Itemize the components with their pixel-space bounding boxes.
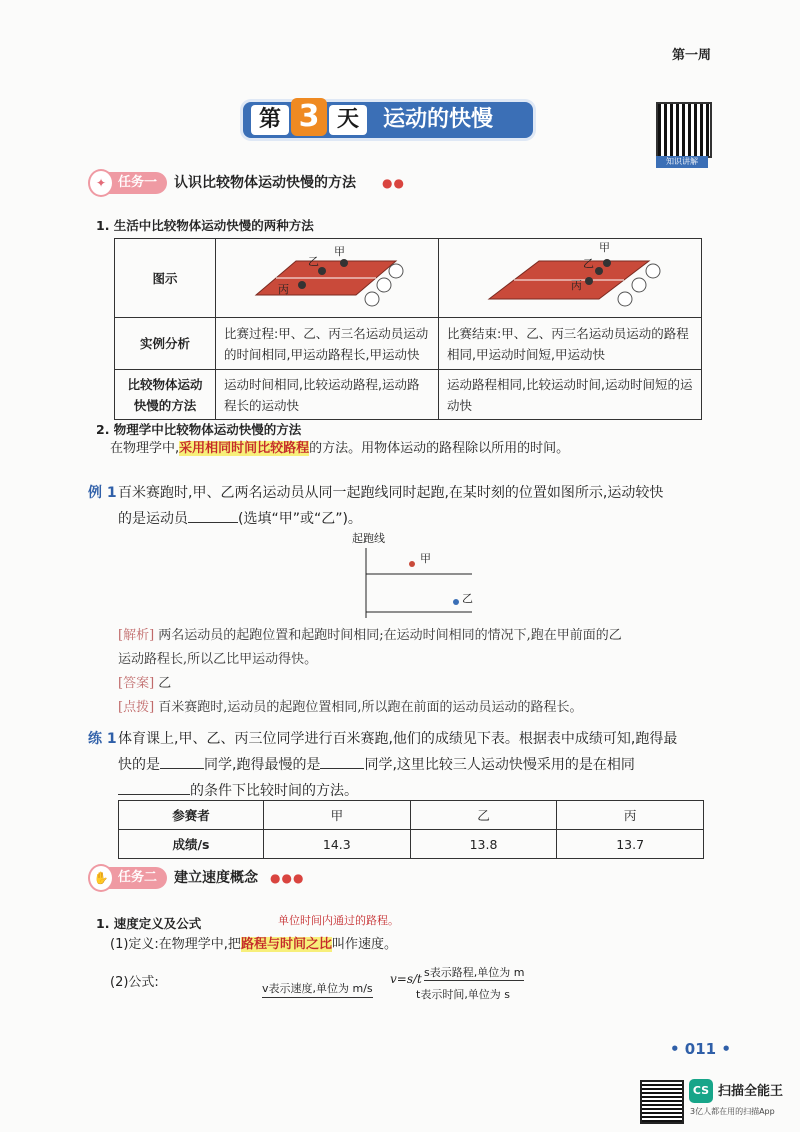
fig-right-jia: 甲	[599, 241, 610, 254]
score-jia: 14.3	[264, 830, 411, 859]
row-score-label: 成绩/s	[119, 830, 264, 859]
week-label: 第一周	[672, 48, 712, 63]
highlight-same-time: 采用相同时间比较路程	[179, 441, 310, 456]
analysis-left: 比赛过程:甲、乙、丙三名运动员运动的时间相同,甲运动路程长,甲运动快	[216, 318, 439, 370]
row-label-analysis: 实例分析	[115, 318, 216, 370]
speed-formula	[262, 962, 562, 1006]
highlight-ratio: 路程与时间之比	[240, 937, 332, 952]
analysis-label: [解析]	[118, 628, 155, 643]
difficulty-drops-icon: ●●	[382, 176, 405, 190]
start-line-label: 起跑线	[352, 532, 385, 545]
fig-left-bing: 丙	[278, 283, 289, 296]
camscanner-slogan: 3亿人都在用的扫描App	[690, 1107, 775, 1116]
fastest-blank[interactable]	[160, 768, 204, 769]
qr-label: 知识讲解	[656, 156, 708, 168]
method-left: 运动时间相同,比较运动路程,运动路程长的运动快	[216, 370, 439, 420]
difficulty-drops-icon: ●●●	[270, 871, 305, 885]
speed-definition: (1)定义:在物理学中,把路程与时间之比叫作速度。	[110, 937, 397, 952]
col-participant: 参赛者	[119, 801, 264, 830]
camscanner-logo: CS	[689, 1079, 713, 1103]
task1-sec2-text: 在物理学中,采用相同时间比较路程的方法。用物体运动的路程除以所用的时间。	[110, 441, 570, 456]
answer-blank[interactable]	[188, 522, 238, 523]
task1-badge: 任务一	[92, 172, 167, 194]
example1-label: 例 1	[88, 485, 117, 501]
formula-expression: v=s/t	[390, 972, 422, 986]
example1-question: 百米赛跑时,甲、乙两名运动员从同一起跑线同时起跑,在某时刻的位置如图所示,运动较快 的是运动员 (选填“甲”或“乙”)。	[118, 485, 664, 527]
fig-jia-label: 甲	[420, 552, 431, 565]
col-bing: 丙	[557, 801, 704, 830]
score-bing: 13.7	[557, 830, 704, 859]
task1-bar	[92, 172, 592, 194]
practice1-question: 体育课上,甲、乙、丙三位同学进行百米赛跑,他们的成绩见下表。根据表中成绩可知,跑得最 快的是 同学,跑得最慢的是 同学,这里比较三人运动快慢采用的是在相同 的条件下比较时间的方法。	[118, 731, 678, 799]
task1-sec1-title: 1. 生活中比较物体运动快慢的两种方法	[96, 218, 314, 233]
camscanner-qr[interactable]	[640, 1080, 684, 1124]
score-yi: 13.8	[410, 830, 557, 859]
fig-right-bing: 丙	[571, 279, 582, 292]
task2-sec1-title: 1. 速度定义及公式	[96, 916, 202, 931]
example1-figure	[348, 530, 478, 620]
slowest-blank[interactable]	[320, 768, 364, 769]
s-description: s表示路程,单位为 m	[424, 966, 525, 979]
qr-code[interactable]	[656, 102, 712, 158]
handwritten-annotation: 单位时间内通过的路程。	[278, 914, 399, 927]
task1-sec2-title: 2. 物理学中比较物体运动快慢的方法	[96, 422, 302, 437]
task2-title: 建立速度概念	[174, 870, 258, 886]
lesson-topic: 运动的快慢	[383, 107, 494, 132]
example1-analysis: [解析] 两名运动员的起跑位置和起跑时间相同;在运动时间相同的情况下,跑在甲前面的乙 运动路程长,所以乙比甲运动得快。 [答案] 乙 [点拨] 百米赛跑时,运动员的起跑位置相同,所以跑在前面的运动员运动的路程长。	[118, 628, 622, 715]
page-number: • 011 •	[670, 1040, 731, 1058]
method-right: 运动路程相同,比较运动时间,运动时间短的运动快	[439, 370, 702, 420]
camscanner-name: 扫描全能王	[718, 1084, 784, 1099]
comparison-table	[114, 238, 702, 420]
row-label-figure: 图示	[115, 239, 216, 318]
t-description: t表示时间,单位为 s	[416, 988, 511, 1001]
lesson-title-banner	[243, 99, 533, 138]
col-yi: 乙	[410, 801, 557, 830]
analysis-right: 比赛结束:甲、乙、丙三名运动员运动的路程相同,甲运动时间短,甲运动快	[439, 318, 702, 370]
v-description: v表示速度,单位为 m/s	[262, 980, 373, 998]
task2-badge: 任务二	[92, 867, 167, 889]
fig-left-yi: 乙	[308, 255, 319, 268]
figure-race-finish	[439, 239, 702, 318]
fig-yi-label: 乙	[462, 592, 473, 605]
answer-label: [答案]	[118, 676, 155, 691]
tip-label: [点拨]	[118, 700, 155, 715]
bulb-icon: ✦	[88, 169, 114, 197]
condition-blank[interactable]	[118, 794, 190, 795]
task1-title: 认识比较物体运动快慢的方法	[174, 175, 356, 191]
task2-bar	[92, 867, 592, 889]
answer-value: 乙	[158, 676, 172, 691]
figure-race-process	[216, 239, 439, 318]
fig-right-yi: 乙	[583, 257, 594, 270]
day-prefix: 第	[251, 105, 289, 135]
hand-icon: ✋	[88, 864, 114, 892]
day-suffix: 天	[329, 105, 367, 135]
day-number: 3	[291, 98, 327, 136]
fig-left-jia: 甲	[334, 245, 345, 258]
formula-label: (2)公式:	[110, 975, 159, 990]
results-table	[118, 800, 704, 859]
practice1-label: 练 1	[88, 731, 117, 747]
col-jia: 甲	[264, 801, 411, 830]
row-label-method: 比较物体运动快慢的方法	[115, 370, 216, 420]
